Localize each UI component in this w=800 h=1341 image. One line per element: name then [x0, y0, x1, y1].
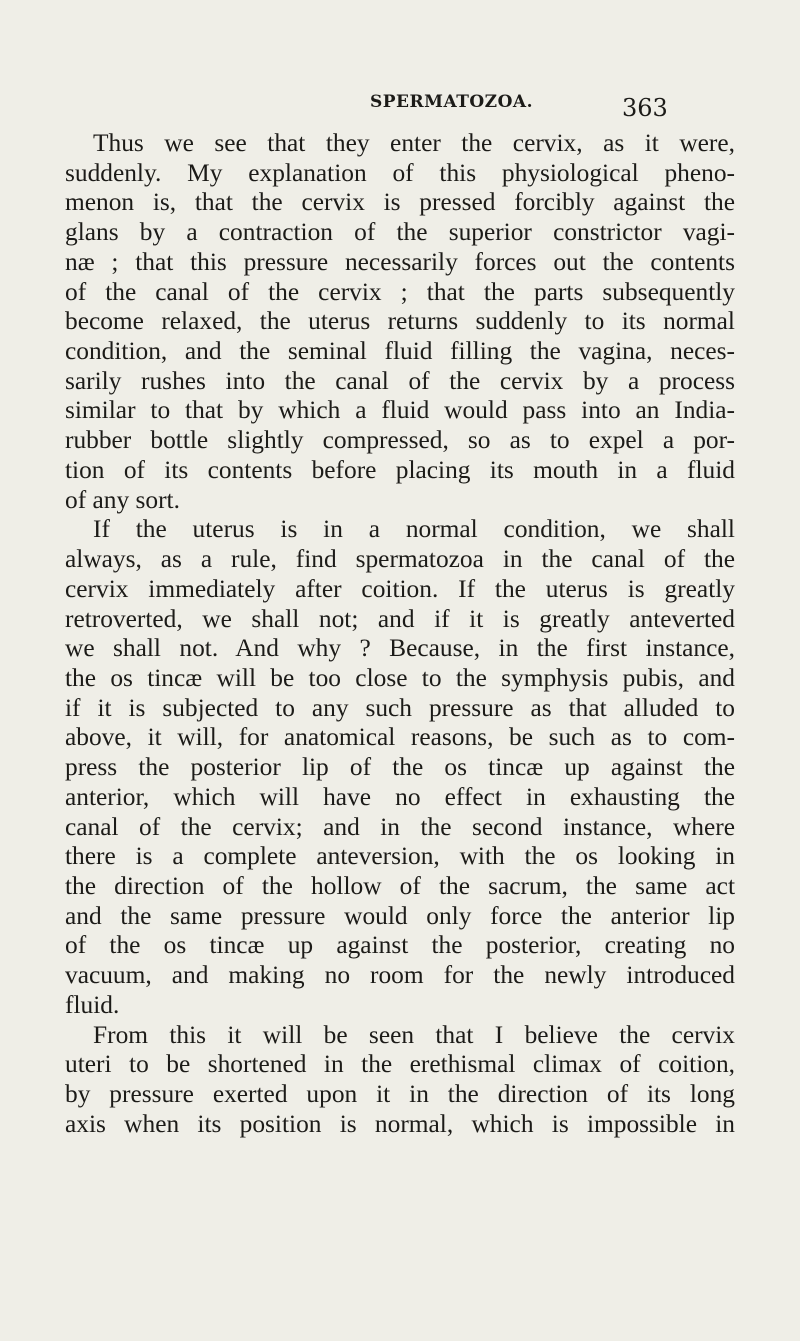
- text-line: anterior, which will have no effect in exhausting the: [65, 782, 735, 811]
- text-line: always, as a rule, find spermatozoa in the canal of the: [65, 545, 735, 574]
- text-line: above, it will, for anatomical reasons, be such as to com-: [65, 723, 735, 752]
- page-number: 363: [622, 94, 668, 122]
- text-line: press the posterior lip of the os tincæ up against the: [65, 753, 735, 782]
- text-line: næ ; that this pressure necessarily forces out the contents: [65, 247, 735, 276]
- text-line: menon is, that the cervix is pressed forcibly against the: [65, 188, 735, 217]
- text-line: vacuum, and making no room for the newly introduced: [65, 961, 735, 990]
- text-line: of the canal of the cervix ; that the parts subsequently: [65, 277, 735, 306]
- text-line: Thus we see that they enter the cervix, as it were,: [93, 129, 735, 157]
- text-line: If the uterus is in a normal condition, we shall: [93, 515, 735, 544]
- text-line: axis when its position is normal, which is impossible in: [65, 1109, 735, 1138]
- text-line: there is a complete anteversion, with the os looking in: [65, 842, 735, 871]
- text-line: we shall not. And why ? Because, in the first instance,: [65, 634, 735, 663]
- text-line: canal of the cervix; and in the second instance, where: [65, 812, 735, 841]
- text-line: similar to that by which a fluid would pass into an India-: [65, 396, 735, 425]
- text-line: uteri to be shortened in the erethismal climax of coition,: [65, 1050, 735, 1079]
- text-line: by pressure exerted upon it in the direction of its long: [65, 1080, 735, 1108]
- text-line: glans by a contraction of the superior constrictor vagi-: [65, 218, 735, 247]
- text-line: sarily rushes into the canal of the cervix by a process: [65, 366, 735, 395]
- text-line: suddenly. My explanation of this physiological pheno-: [65, 158, 735, 187]
- text-line: rubber bottle slightly compressed, so as to expel a por-: [65, 426, 735, 455]
- text-line: the direction of the hollow of the sacrum, the same act: [65, 871, 735, 900]
- body-text: [65, 129, 735, 1139]
- text-line: cervix immediately after coition. If the uterus is greatly: [65, 574, 735, 603]
- text-line: the os tincæ will be too close to the symphysis pubis, and: [65, 663, 735, 692]
- text-line: of the os tincæ up against the posterior, creating no: [65, 931, 735, 960]
- text-line: retroverted, we shall not; and if it is greatly anteverted: [65, 604, 735, 633]
- text-line: if it is subjected to any such pressure as that alluded to: [65, 693, 735, 722]
- text-line: tion of its contents before placing its mouth in a fluid: [65, 455, 735, 484]
- text-line: fluid.: [65, 990, 120, 1019]
- text-line: and the same pressure would only force the anterior lip: [65, 901, 735, 930]
- text-line: become relaxed, the uterus returns suddenly to its normal: [65, 307, 735, 336]
- running-head: [0, 86, 800, 126]
- running-title: SPERMATOZOA.: [370, 92, 534, 112]
- text-line: From this it will be seen that I believe the cervix: [93, 1020, 735, 1049]
- text-line: of any sort.: [65, 485, 180, 514]
- text-line: condition, and the seminal fluid filling the vagina, neces-: [65, 337, 735, 366]
